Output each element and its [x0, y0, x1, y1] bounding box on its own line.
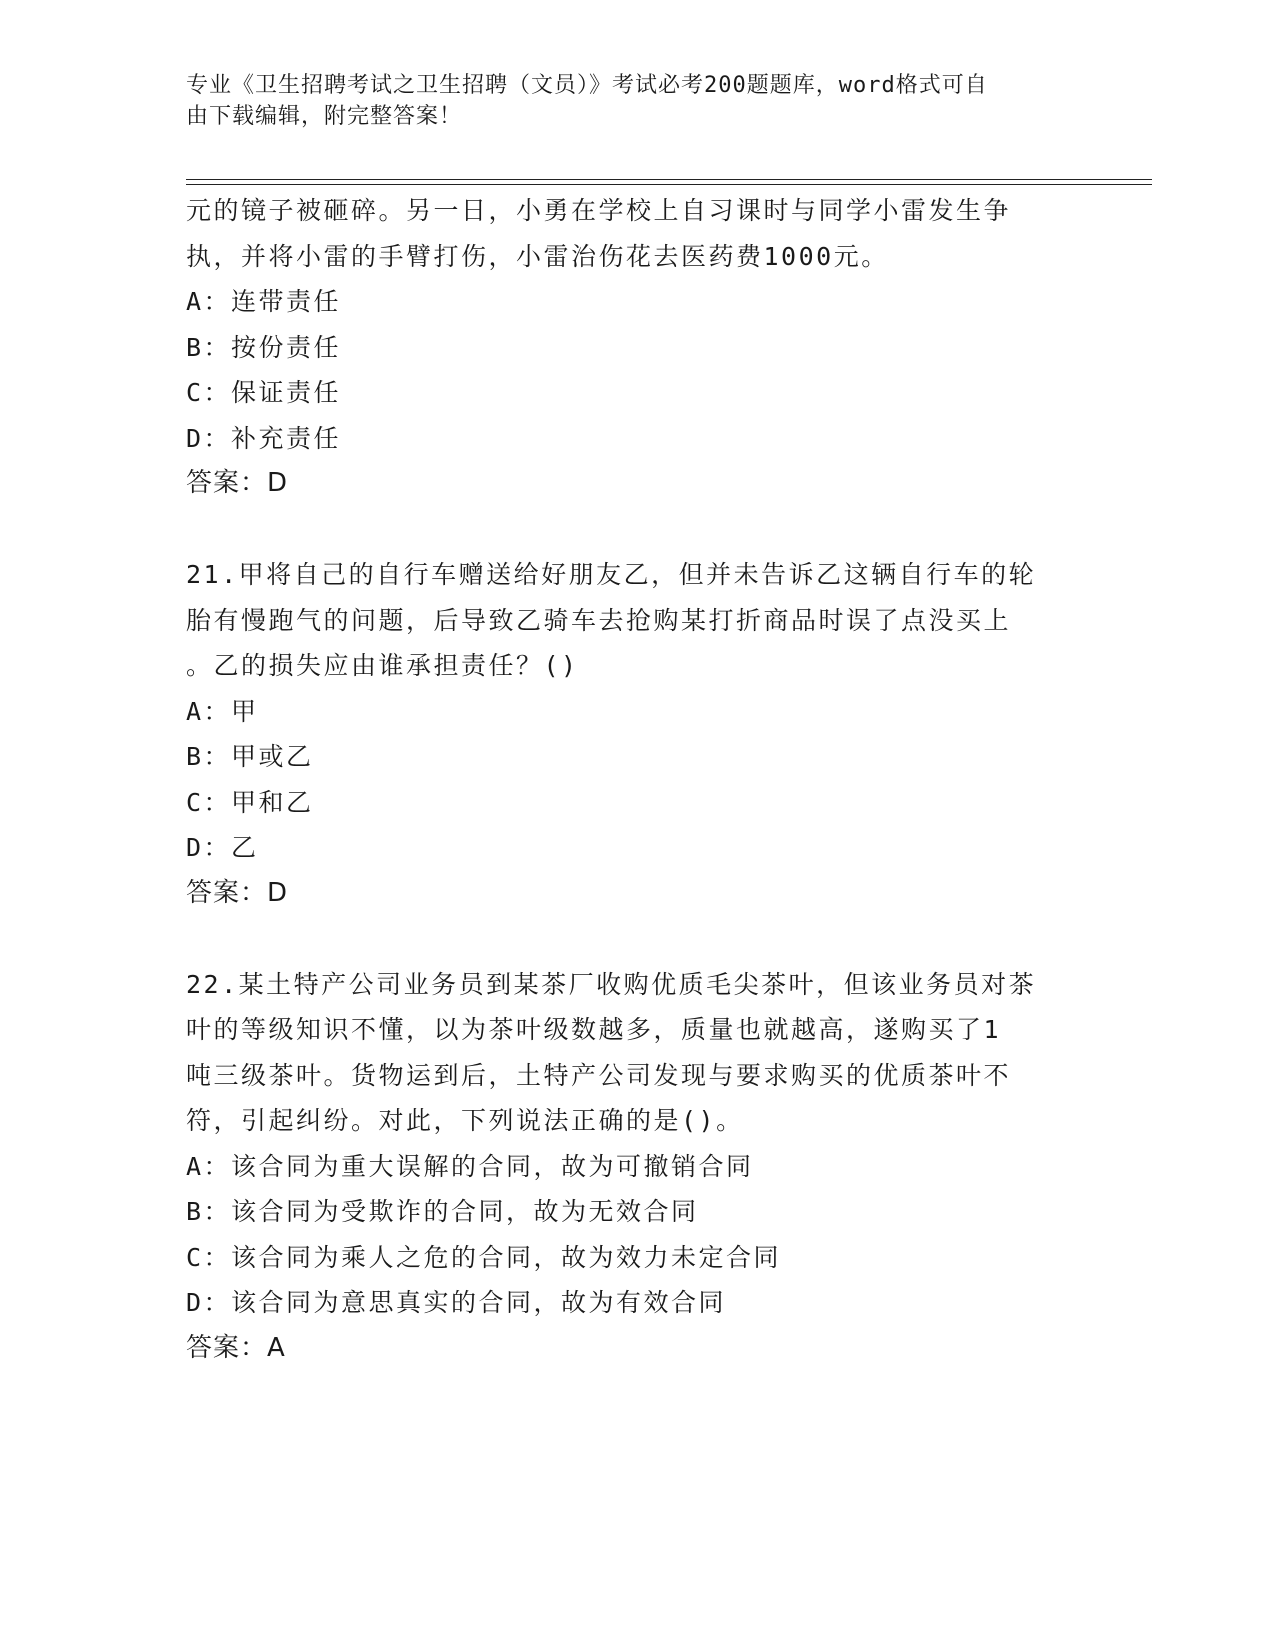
- question-stem-line: 21.甲将自己的自行车赠送给好朋友乙，但并未告诉乙这辆自行车的轮: [186, 560, 1037, 589]
- question-stem-line: 。乙的损失应由谁承担责任？(): [186, 651, 579, 680]
- option-d: D：补充责任: [186, 423, 342, 453]
- page-header: [186, 70, 1066, 132]
- option-b: B：该合同为受欺诈的合同，故为无效合同: [186, 1197, 699, 1226]
- question-stem-line: 符，引起纠纷。对此，下列说法正确的是()。: [186, 1106, 744, 1135]
- spacer: [186, 916, 1086, 962]
- header-line-1: 专业《卫生招聘考试之卫生招聘（文员）》考试必考200题题库，word格式可自: [186, 73, 988, 98]
- option-c: C：该合同为乘人之危的合同，故为效力未定合同: [186, 1242, 782, 1272]
- header-line-2: 由下载编辑，附完整答案！: [186, 104, 463, 129]
- question-stem-line: 执，并将小雷的手臂打伤，小雷治伤花去医药费1000元。: [186, 241, 889, 271]
- question-20: [186, 188, 1086, 507]
- option-a: A：该合同为重大误解的合同，故为可撤销合同: [186, 1151, 754, 1181]
- question-stem-line: 叶的等级知识不懂，以为茶叶级数越多，质量也就越高，遂购买了1: [186, 1015, 1002, 1044]
- question-22: [186, 962, 1086, 1372]
- answer-line: 答案：D: [186, 468, 289, 498]
- question-stem-line: 22.某土特产公司业务员到某茶厂收购优质毛尖茶叶，但该业务员对茶: [186, 969, 1037, 999]
- question-stem-line: 胎有慢跑气的问题，后导致乙骑车去抢购某打折商品时误了点没买上: [186, 605, 1012, 635]
- option-b: B：按份责任: [186, 332, 342, 362]
- spacer: [186, 507, 1086, 553]
- option-a: A：连带责任: [186, 287, 342, 316]
- option-b: B：甲或乙: [186, 742, 314, 771]
- option-d: D：乙: [186, 833, 259, 862]
- question-stem-line: 元的镜子被砸碎。另一日，小勇在学校上自习课时与同学小雷发生争: [186, 196, 1012, 225]
- option-c: C：保证责任: [186, 378, 342, 407]
- document-body: [186, 188, 1086, 1371]
- header-rule-bottom: [186, 184, 1152, 185]
- option-a: A：甲: [186, 696, 259, 726]
- header-rule-top: [186, 179, 1152, 180]
- answer-line: 答案：A: [186, 1332, 286, 1363]
- option-d: D：该合同为意思真实的合同，故为有效合同: [186, 1288, 727, 1317]
- question-stem-line: 吨三级茶叶。货物运到后，土特产公司发现与要求购买的优质茶叶不: [186, 1060, 1012, 1090]
- answer-line: 答案：D: [186, 877, 289, 908]
- option-c: C：甲和乙: [186, 787, 314, 817]
- question-21: [186, 552, 1086, 916]
